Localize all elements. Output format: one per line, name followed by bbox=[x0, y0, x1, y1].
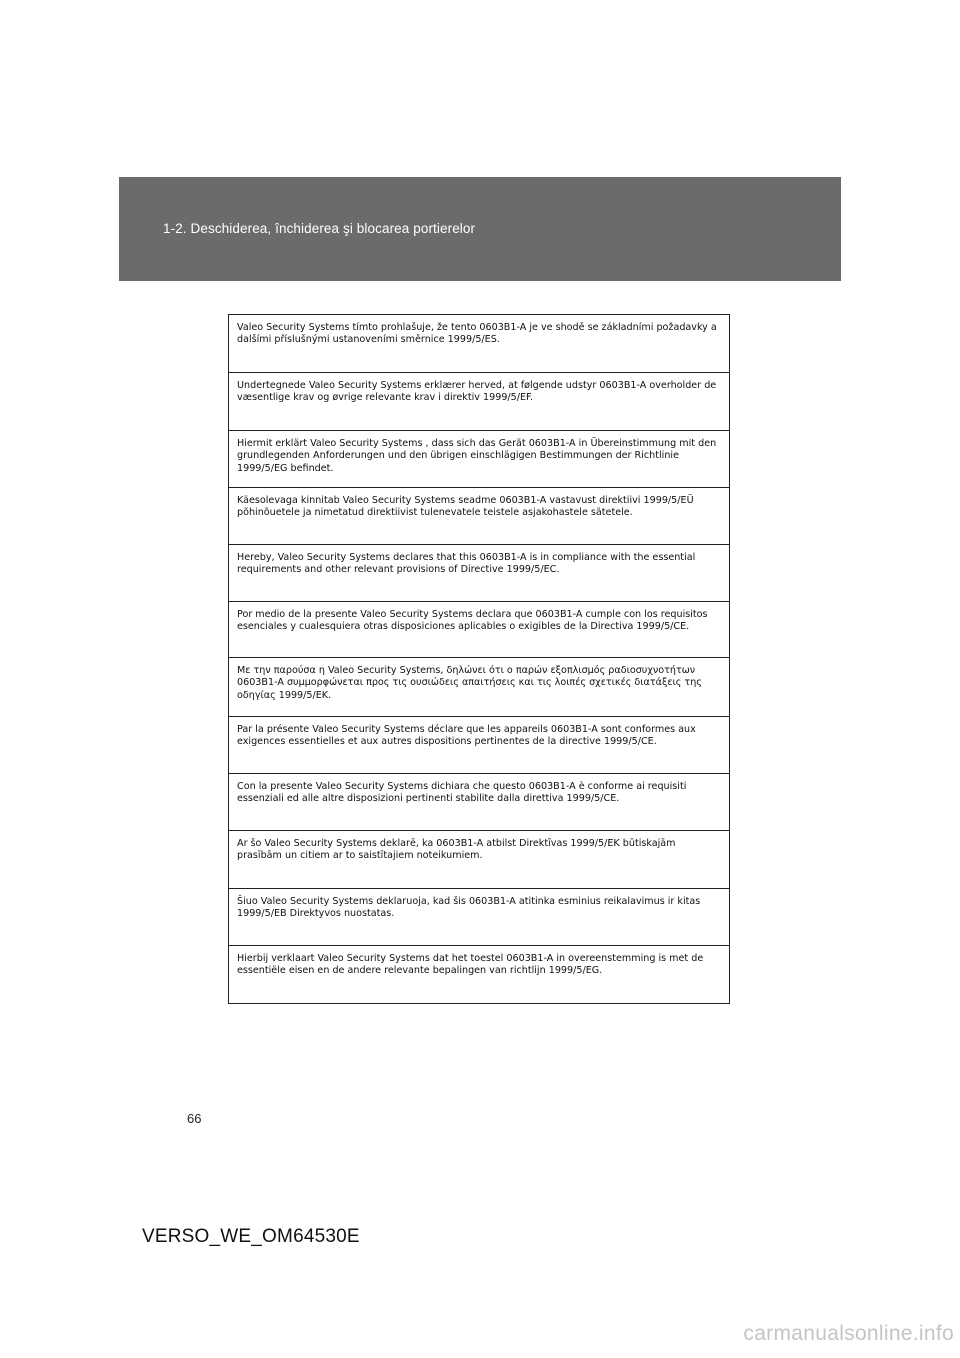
declaration-lithuanian: Šiuo Valeo Security Systems deklaruoja, kad šis 0603B1-A atitinka esminius reikalavimus ir kitas 1999/5/EB Direktyvos nuostatas. bbox=[229, 888, 729, 945]
declaration-danish: Undertegnede Valeo Security Systems erklærer herved, at følgende udstyr 0603B1-A overholder de væsentlige krav og øvrige relevante krav i direktiv 1999/5/EF. bbox=[229, 372, 729, 430]
document-code: VERSO_WE_OM64530E bbox=[142, 1226, 360, 1247]
declaration-dutch: Hierbij verklaart Valeo Security Systems dat het toestel 0603B1-A in overeenstemming is met de essentiële eisen en de andere relevante bepalingen van richtlijn 1999/5/EG. bbox=[229, 945, 729, 1003]
declaration-english: Hereby, Valeo Security Systems declares that this 0603B1-A is in compliance with the essential requirements and other relevant provisions of Directive 1999/5/EC. bbox=[229, 544, 729, 601]
declaration-latvian: Ar šo Valeo Security Systems deklarē, ka 0603B1-A atbilst Direktīvas 1999/5/EK būtiskajām prasībām un citiem ar to saistītajiem noteikumiem. bbox=[229, 830, 729, 888]
section-header-band bbox=[119, 177, 841, 281]
declaration-italian: Con la presente Valeo Security Systems dichiara che questo 0603B1-A è conforme ai requisiti essenziali ed alle altre disposizioni pertinenti stabilite dalla direttiva 1999/5/CE. bbox=[229, 773, 729, 830]
declaration-of-conformity-table bbox=[228, 314, 730, 1004]
section-title: 1-2. Deschiderea, închiderea şi blocarea portierelor bbox=[163, 221, 476, 236]
declaration-german: Hiermit erklärt Valeo Security Systems , dass sich das Gerät 0603B1-A in Übereinstimmung mit den grundlegenden Anforderungen und den übrigen einschlägigen Bestimmungen der Richtlinie 1999/5/EG befindet. bbox=[229, 430, 729, 487]
declaration-spanish: Por medio de la presente Valeo Security Systems declara que 0603B1-A cumple con los requisitos esenciales y cualesquiera otras disposiciones aplicables o exigibles de la Directiva 1999/5/CE. bbox=[229, 601, 729, 657]
declaration-french: Par la présente Valeo Security Systems déclare que les appareils 0603B1-A sont conformes aux exigences essentielles et aux autres dispositions pertinentes de la directive 1999/5/CE. bbox=[229, 716, 729, 773]
declaration-czech: Valeo Security Systems tímto prohlašuje, že tento 0603B1-A je ve shodě se základními požadavky a dalšími příslušnými ustanoveními směrnice 1999/5/ES. bbox=[237, 322, 717, 346]
declaration-estonian: Käesolevaga kinnitab Valeo Security Systems seadme 0603B1-A vastavust direktiivi 1999/5/EÜ põhinõuetele ja nimetatud direktiivist tulenevatele teistele asjakohastele sätetele. bbox=[229, 487, 729, 544]
page-number: 66 bbox=[187, 1111, 202, 1126]
site-watermark: carmanualsonline.info bbox=[743, 1322, 954, 1345]
declaration-greek: Με την παρούσα η Valeo Security Systems, δηλώνει ότι ο παρών εξοπλισμός ραδιοσυχνοτήτων 0603B1-A συμμορφώνεται προς τις ουσιώδεις απαιτήσεις και τις λοιπές σχετικές διατάξεις της οδηγίας 1999/5/ΕΚ. bbox=[229, 657, 729, 716]
